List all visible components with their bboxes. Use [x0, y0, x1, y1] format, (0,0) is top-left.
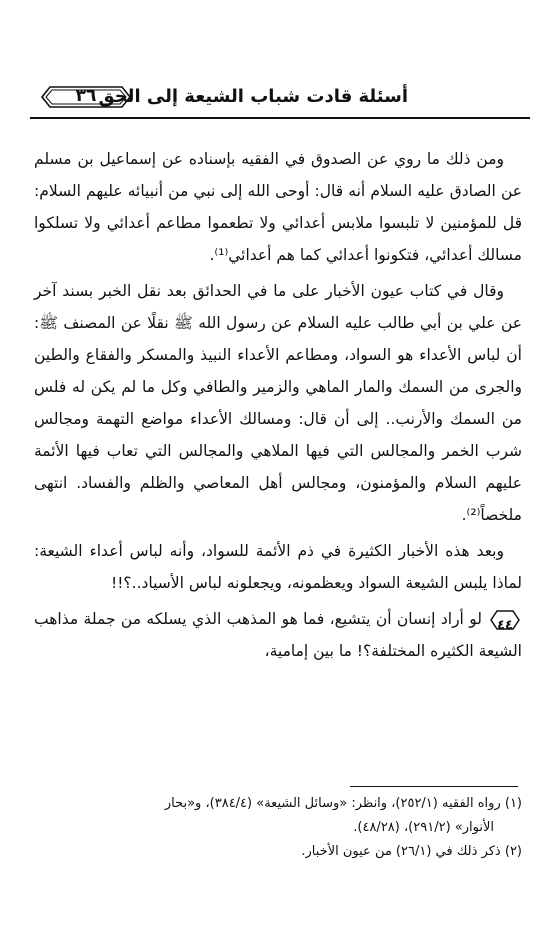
running-title: أسئلة قادت شباب الشيعة إلى الحق: [98, 86, 408, 107]
paragraph-3: وبعد هذه الأخبار الكثيرة في ذم الأئمة للسواد، وأنه لباس أعداء الشيعة: لماذا يلبس الشيعة السواد ويعظمونه، ويجعلونه لباس الأسياد..؟!!: [34, 542, 522, 592]
paragraph-1: ومن ذلك ما روي عن الصدوق في الفقيه بإسناده عن إسماعيل بن مسلم عن الصادق عليه السلام أنه قال: أوحى الله إلى نبي من أنبيائه عليهم السلام: قل للمؤمنين لا تلبسوا ملابس أعدائي ولا تطعموا مطاعم أعدائي ولا تسلكوا مسالك أعدائي، فتكونوا أعدائي كما هم أعدائي⁽¹⁾.: [34, 150, 522, 264]
paragraph-2: وقال في كتاب عيون الأخبار على ما في الحدائق بعد نقل الخبر بسند آخر عن علي بن أبي طالب عليه السلام عن رسول الله ﷺ نقلًا عن المصنف ﷺ: أن لباس الأعداء هو السواد، ومطاعم الأعداء النبيذ والمسكر والفقاع والطين والجرى من السمك والمار الماهي والزمير والطافي وكل ما لم يكن له فلس من السمك والأرنب.. إلى أن قال: ومسالك الأعداء مواضع التهمة ومجالس شرب الخمر والمجالس التي فيها الملاهي والمجالس التي تعاب فيها الأئمة عليهم السلام والمؤمنون، ومجالس أهل المعاصي والظلم والفساد. انتهى ملخصاً⁽²⁾.: [34, 282, 522, 524]
page-number: ٣٦: [75, 86, 97, 106]
footnotes: [34, 792, 522, 864]
question-text: لو أراد إنسان أن يتشيع، فما هو المذهب الذي يسلكه من جملة مذاهب الشيعة الكثيره المختلفة؟! ما بين إمامية،: [34, 610, 522, 660]
running-header: [30, 80, 530, 120]
footnote-2: (٢) ذكر ذلك في (٢٦/١) من عيون الأخبار.: [301, 844, 522, 859]
footnote-1: (١) رواه الفقيه (٢٥٢/١)، وانظر: «وسائل الشيعة» (٣٨٤/٤)، و«بحار: [164, 796, 522, 811]
main-text: [34, 143, 522, 671]
footnote-1-continued: الأنوار» (٢٩١/٢)، (٤٨/٢٨).: [353, 820, 494, 835]
footnote-rule: [350, 786, 518, 787]
header-rule: [30, 117, 530, 119]
question-number-badge: [488, 609, 522, 631]
question-number: ٤٤: [497, 617, 513, 633]
question-paragraph: [34, 603, 522, 667]
